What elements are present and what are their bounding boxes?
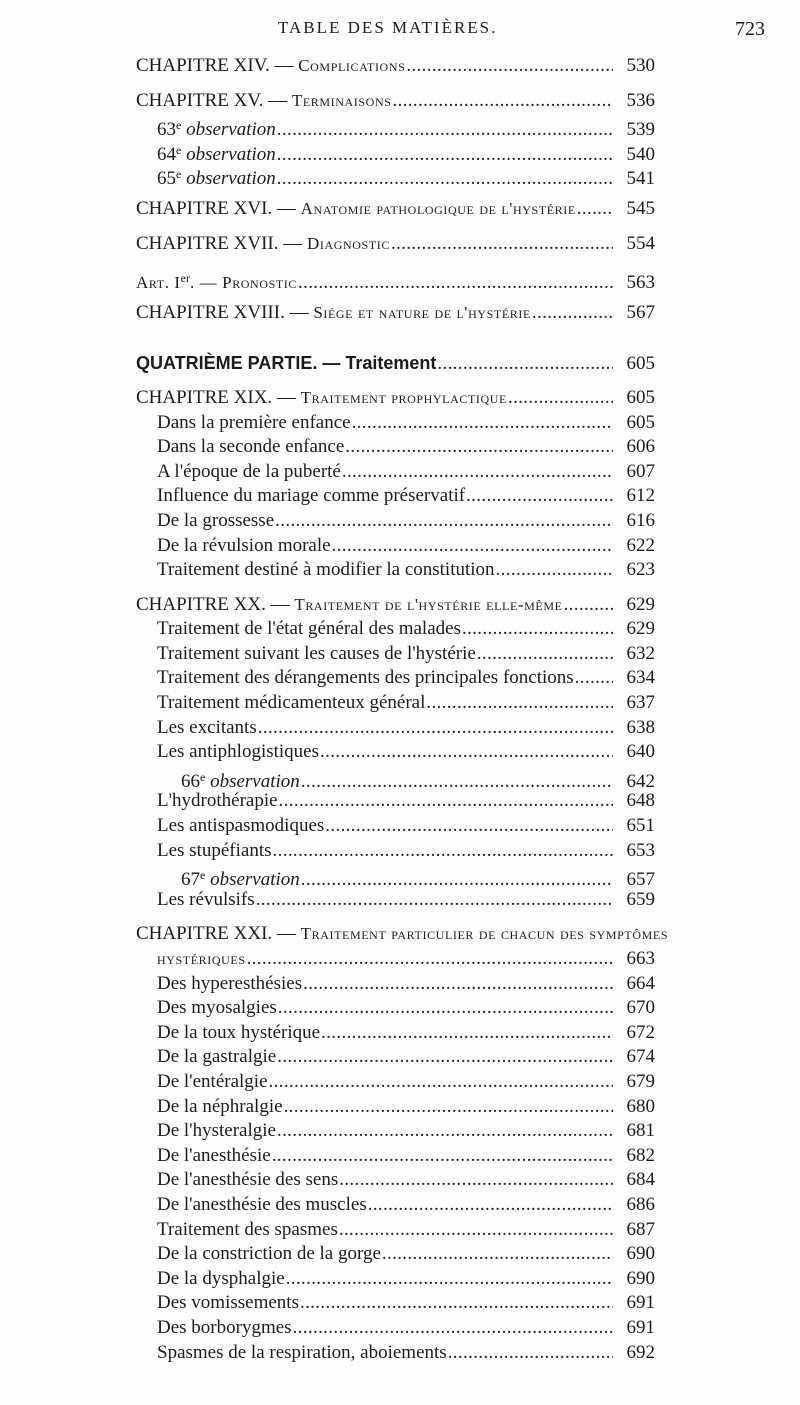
table-of-contents [0,54,800,1365]
toc-entry-part-4: QUATRIÈME PARTIE. — Traitement . . . 605 [136,351,655,376]
toc-entry-observation-66: 66e observation . . . 642 [181,765,655,790]
toc-entry: L'hydrothérapie . . . 648 [157,789,655,814]
toc-entry: Les antiphlogistiques . . . 640 [157,740,655,765]
toc-entry-chapter-15: CHAPITRE XV. — Terminaisons . . . 536 [136,89,655,114]
toc-entry-chapter-18: CHAPITRE XVIII. — Siége et nature de l'hystérie . . . 567 [136,301,655,326]
toc-entry: De l'entéralgie . . . 679 [157,1070,655,1095]
toc-entry-chapter-14: CHAPITRE XIV. — Complications . . . 530 [136,54,655,79]
toc-entry-observation-65: 65e observation . . . 541 [157,162,655,187]
toc-entry: Influence du mariage comme préservatif . . . 612 [157,484,655,509]
toc-entry: Les stupéfiants . . . 653 [157,839,655,864]
toc-entry: De la constriction de la gorge . . . 690 [157,1242,655,1267]
toc-entry: Traitement de l'état général des malades . . . 629 [157,617,655,642]
toc-entry: De l'anesthésie . . . 682 [157,1144,655,1169]
toc-entry: Traitement suivant les causes de l'hystérie . . . 632 [157,642,655,667]
running-header [0,18,800,44]
toc-entry: Traitement des dérangements des principales fonctions . . . 634 [157,666,655,691]
toc-entry-chapter-20: CHAPITRE XX. — Traitement de l'hystérie elle-même . . . 629 [136,593,655,618]
toc-entry: Les révulsifs . . . 659 [157,888,655,913]
toc-entry: De la néphralgie . . . 680 [157,1095,655,1120]
toc-entry: Des hyperesthésies . . . 664 [157,972,655,997]
toc-entry-observation-67: 67e observation . . . 657 [181,863,655,888]
toc-entry: Traitement destiné à modifier la constitution . . . 623 [157,558,655,583]
running-title: TABLE DES MATIÈRES. [278,18,498,37]
toc-entry: Dans la première enfance . . . 605 [157,411,655,436]
toc-entry: Traitement des spasmes . . . 687 [157,1218,655,1243]
toc-entry-chapter-19: CHAPITRE XIX. — Traitement prophylactique . . . 605 [136,386,655,411]
page-number: 723 [735,18,765,40]
toc-entry: De la révulsion morale . . . 622 [157,534,655,559]
toc-entry: Spasmes de la respiration, aboiements . . . 692 [157,1341,655,1366]
toc-entry: De la toux hystérique . . . 672 [157,1021,655,1046]
toc-entry: A l'époque de la puberté . . . 607 [157,460,655,485]
toc-entry-chapter-17: CHAPITRE XVII. — Diagnostic . . . 554 [136,232,655,257]
toc-entry-chapter-21-cont: hystériques . . . 663 [157,947,655,972]
toc-entry: Traitement médicamenteux général . . . 637 [157,691,655,716]
toc-entry: Des vomissements . . . 691 [157,1291,655,1316]
toc-entry: Les antispasmodiques . . . 651 [157,814,655,839]
toc-entry-chapter-16: CHAPITRE XVI. — Anatomie pathologique de l'hystérie . . . 545 [136,197,655,222]
toc-entry-observation-63: 63e observation . . . 539 [157,113,655,138]
toc-entry: Des myosalgies . . . 670 [157,996,655,1021]
toc-entry: De la grossesse . . . 616 [157,509,655,534]
toc-entry: De la dysphalgie . . . 690 [157,1267,655,1292]
toc-entry: De l'anesthésie des sens . . . 684 [157,1168,655,1193]
toc-entry: Les excitants . . . 638 [157,716,655,741]
toc-entry: De l'anesthésie des muscles . . . 686 [157,1193,655,1218]
toc-entry: Dans la seconde enfance . . . 606 [157,435,655,460]
toc-entry: De la gastralgie . . . 674 [157,1045,655,1070]
toc-entry-article-1: Art. Ier. — Pronostic . . . 563 [136,266,655,291]
toc-entry: Des borborygmes . . . 691 [157,1316,655,1341]
toc-entry-chapter-21: CHAPITRE XXI. — Traitement particulier de chacun des symptômes [136,923,669,945]
toc-entry-observation-64: 64e observation . . . 540 [157,138,655,163]
toc-entry: De l'hysteralgie . . . 681 [157,1119,655,1144]
